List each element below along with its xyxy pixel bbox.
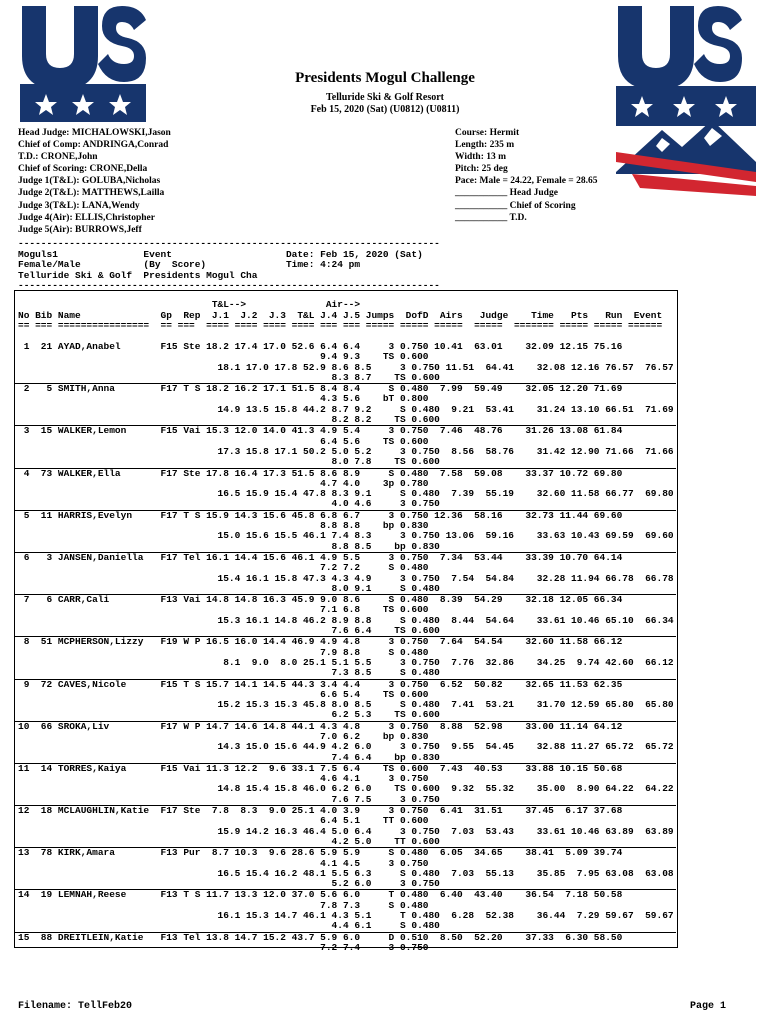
run-line: 15.2 15.3 15.3 45.8 8.0 8.5 S 0.480 7.41 53.21 31.70 12.59 65.80 65.80: [18, 699, 674, 711]
run-line: 8 51 MCPHERSON,Lizzy F19 W P 16.5 16.0 14.4 46.9 4.9 4.8 3 0.750 7.64 54.54 32.60 11.58 66.12: [18, 636, 663, 648]
run-air-line: 6.4 5.1 TT 0.600: [18, 815, 429, 827]
official-judge-2: Judge 2(T&L): MATTHEWS,Lailla: [18, 188, 165, 199]
run-line: 15.3 16.1 14.8 46.2 8.9 8.8 S 0.480 8.44 54.64 33.61 10.46 65.10 66.34: [18, 614, 674, 626]
run-air-line: 9.4 9.3 TS 0.600: [18, 351, 429, 363]
run-line: 9 72 CAVES,Nicole F15 T S 15.7 14.1 14.5 44.3 3.4 4.4 3 0.750 6.52 50.82 32.65 11.53 62.35: [18, 678, 663, 690]
run-line: 11 14 TORRES,Kaiya F15 Vai 11.3 12.2 9.6 33.1 7.5 6.4 TS 0.600 7.43 40.53 33.88 10.15 50.68: [18, 762, 663, 774]
signature-head-judge: ___________ Head Judge: [455, 188, 558, 199]
run-air-line: 4.1 4.5 3 0.750: [18, 857, 429, 869]
run-line: 12 18 MCLAUGHLIN,Katie F17 Ste 7.8 8.3 9.0 25.1 4.0 3.9 3 0.750 6.41 31.51 37.45 6.17 37.68: [18, 805, 663, 817]
course-name: Course: Hermit: [455, 128, 520, 138]
run-line: 18.1 17.0 17.8 52.9 8.6 8.5 3 0.750 11.51 64.41 32.08 12.16 76.57 76.57: [18, 361, 674, 373]
course-pace: Pace: Male = 24.22, Female = 28.65: [455, 176, 598, 187]
run-air-line: 7.9 8.8 S 0.480: [18, 646, 429, 658]
official-judge-5: Judge 5(Air): BURROWS,Jeff: [18, 224, 142, 235]
course-width: Width: 13 m: [455, 152, 507, 163]
official-head-judge: Head Judge: MICHALOWSKI,Jason: [18, 128, 171, 138]
run-air-line: 4.0 4.6 3 0.750: [18, 498, 440, 510]
run-air-line: 7.1 6.8 TS 0.600: [18, 604, 429, 616]
table-row: [18, 426, 674, 468]
run-line: 15 88 DREITLEIN,Katie F13 Tel 13.8 14.7 15.2 43.7 5.9 6.0 D 0.510 8.50 52.20 37.33 6.30 58.50: [18, 931, 663, 943]
run-air-line: 4.2 5.0 TT 0.600: [18, 835, 440, 847]
run-air-line: 7.2 7.4 3 0.750: [18, 941, 429, 953]
official-chief-of-comp: Chief of Comp: ANDRINGA,Conrad: [18, 140, 169, 151]
official-judge-1: Judge 1(T&L): GOLUBA,Nicholas: [18, 176, 161, 187]
table-row: [18, 384, 674, 426]
run-air-line: 8.2 8.2 TS 0.600: [18, 414, 440, 426]
run-line: 15.4 16.1 15.8 47.3 4.3 4.9 3 0.750 7.54 54.84 32.28 11.94 66.78 66.78: [18, 572, 674, 584]
run-line: 13 78 KIRK,Amara F13 Pur 8.7 10.3 9.6 28.6 5.9 5.9 S 0.480 6.05 34.65 38.41 5.09 39.74: [18, 847, 663, 859]
table-row: [18, 764, 674, 806]
event-title: Presidents Mogul Challenge: [295, 70, 475, 86]
table-row: [18, 848, 674, 890]
run-air-line: 6.2 5.3 TS 0.600: [18, 709, 440, 721]
run-line: 10 66 SROKA,Liv F17 W P 14.7 14.6 14.8 44.1 4.3 4.8 3 0.750 8.88 52.98 33.00 11.14 64.12: [18, 720, 663, 732]
run-air-line: 7.3 8.5 S 0.480: [18, 667, 440, 679]
table-row: [18, 680, 674, 722]
table-row: [18, 933, 674, 954]
table-row: [18, 722, 674, 764]
run-air-line: 7.2 7.2 S 0.480: [18, 562, 429, 574]
footer-page: Page 1: [690, 1001, 727, 1012]
official-judge-3: Judge 3(T&L): LANA,Wendy: [18, 200, 140, 211]
run-air-line: 4.7 4.0 3p 0.780: [18, 477, 429, 489]
run-line: 2 5 SMITH,Anna F17 T S 18.2 16.2 17.1 51.5 8.4 8.4 S 0.480 7.99 59.49 32.05 12.20 71.69: [18, 383, 663, 395]
run-air-line: 7.0 6.2 bp 0.830: [18, 730, 429, 742]
run-line: 8.1 9.0 8.0 25.1 5.1 5.5 3 0.750 7.76 32.86 34.25 9.74 42.60 66.12: [18, 656, 674, 668]
run-line: 3 15 WALKER,Lemon F15 Vai 15.3 12.0 14.0 41.3 4.9 5.4 3 0.750 7.46 48.76 31.26 13.08 61.84: [18, 425, 663, 437]
run-line: 5 11 HARRIS,Evelyn F17 T S 15.9 14.3 15.6 45.8 6.8 6.7 3 0.750 12.36 58.16 32.73 11.44 69.60: [18, 509, 663, 521]
official-td: T.D.: CRONE,John: [18, 152, 98, 163]
results-table-body: [18, 342, 674, 953]
run-line: 16.5 15.4 16.2 48.1 5.5 6.3 S 0.480 7.03 55.13 35.85 7.95 63.08 63.08: [18, 867, 674, 879]
run-air-line: 7.6 6.4 TS 0.600: [18, 625, 440, 637]
table-row: [18, 595, 674, 637]
venue: Telluride Ski & Golf Resort: [326, 92, 444, 103]
run-line: 7 6 CARR,Cali F13 Vai 14.8 14.8 16.3 45.9 9.0 8.6 S 0.480 8.39 54.29 32.18 12.05 66.34: [18, 594, 663, 606]
event-date: Feb 15, 2020 (Sat) (U0812) (U0811): [310, 104, 460, 115]
run-line: 14.3 15.0 15.6 44.9 4.2 6.0 3 0.750 9.55 54.45 32.88 11.27 65.72 65.72: [18, 741, 674, 753]
event-header-block: -------------------------------------------------------------------------- Moguls1 Event Date: Feb 15, 2020 (Sat) Female/Male (By Score) Time: 4:24 pm Telluride Ski & Golf Presidents Mogul Cha --------------------------------------------------------------------------: [18, 238, 440, 291]
table-row: [18, 637, 674, 679]
run-air-line: 4.4 6.1 S 0.480: [18, 920, 440, 932]
table-row: [18, 511, 674, 553]
results-table-header: T&L--> Air--> No Bib Name Gp Rep J.1 J.2 J.3 T&L J.4 J.5 Jumps DofD Airs Judge Time Pts Run Event == === ================ == === ==== ==== ==== ==== === === ===== ===== ===== ===== ======= ===== ===== ======: [18, 299, 663, 331]
run-air-line: 4.6 4.1 3 0.750: [18, 773, 429, 785]
run-line: 4 73 WALKER,Ella F17 Ste 17.8 16.4 17.3 51.5 8.6 8.9 S 0.480 7.58 59.08 33.37 10.72 69.80: [18, 467, 663, 479]
official-chief-of-scoring: Chief of Scoring: CRONE,Della: [18, 164, 148, 175]
run-air-line: 4.3 5.6 bT 0.800: [18, 393, 429, 405]
run-line: 6 3 JANSEN,Daniella F17 Tel 16.1 14.4 15.6 46.1 4.9 5.5 3 0.750 7.34 53.44 33.39 10.70 64.14: [18, 551, 663, 563]
run-line: 15.0 15.6 15.5 46.1 7.4 8.3 3 0.750 13.06 59.16 33.63 10.43 69.59 69.60: [18, 530, 674, 542]
run-air-line: 6.6 5.4 TS 0.600: [18, 688, 429, 700]
run-line: 1 21 AYAD,Anabel F15 Ste 18.2 17.4 17.0 52.6 6.4 6.4 3 0.750 10.41 63.01 32.09 12.15 75.16: [18, 341, 663, 352]
run-line: 14.9 13.5 15.8 44.2 8.7 9.2 S 0.480 9.21 53.41 31.24 13.10 66.51 71.69: [18, 403, 674, 415]
table-row: [18, 890, 674, 932]
officials-list: [18, 127, 171, 236]
run-line: 16.5 15.9 15.4 47.8 8.3 9.1 S 0.480 7.39 55.19 32.60 11.58 66.77 69.80: [18, 488, 674, 500]
run-line: 15.9 14.2 16.3 46.4 5.0 6.4 3 0.750 7.03 53.43 33.61 10.46 63.89 63.89: [18, 825, 674, 837]
course-pitch: Pitch: 25 deg: [455, 164, 508, 175]
course-info: [455, 127, 597, 224]
course-length: Length: 235 m: [455, 140, 515, 151]
official-judge-4: Judge 4(Air): ELLIS,Christopher: [18, 212, 155, 223]
table-row: [18, 469, 674, 511]
run-air-line: 8.8 8.5 bp 0.830: [18, 540, 440, 552]
run-air-line: 7.6 7.5 3 0.750: [18, 793, 440, 805]
run-air-line: 7.8 7.3 S 0.480: [18, 899, 429, 911]
run-air-line: 8.8 8.8 bp 0.830: [18, 520, 429, 532]
run-line: 14.8 15.4 15.8 46.0 6.2 6.0 TS 0.600 9.32 55.32 35.00 8.90 64.22 64.22: [18, 783, 674, 795]
run-air-line: 8.0 7.8 TS 0.600: [18, 456, 440, 468]
run-air-line: 7.4 6.4 bp 0.830: [18, 751, 440, 763]
table-row: [18, 342, 674, 384]
signature-chief-of-scoring: ___________ Chief of Scoring: [455, 200, 576, 211]
run-air-line: 5.2 6.0 3 0.750: [18, 878, 440, 890]
run-line: 17.3 15.8 17.1 50.2 5.0 5.2 3 0.750 8.56 58.76 31.42 12.90 71.66 71.66: [18, 445, 674, 457]
footer-filename: Filename: TellFeb20: [18, 1001, 133, 1012]
run-air-line: 8.0 9.1 S 0.480: [18, 582, 440, 594]
run-air-line: 8.3 8.7 TS 0.600: [18, 371, 440, 383]
run-line: 14 19 LEMNAH,Reese F13 T S 11.7 13.3 12.0 37.0 5.6 6.0 T 0.480 6.40 43.40 36.54 7.18 50.58: [18, 889, 663, 901]
table-row: [18, 553, 674, 595]
run-air-line: 6.4 5.6 TS 0.600: [18, 435, 429, 447]
table-row: [18, 806, 674, 848]
signature-td: ___________ T.D.: [455, 212, 527, 223]
run-line: 16.1 15.3 14.7 46.1 4.3 5.1 T 0.480 6.28 52.38 36.44 7.29 59.67 59.67: [18, 910, 674, 922]
